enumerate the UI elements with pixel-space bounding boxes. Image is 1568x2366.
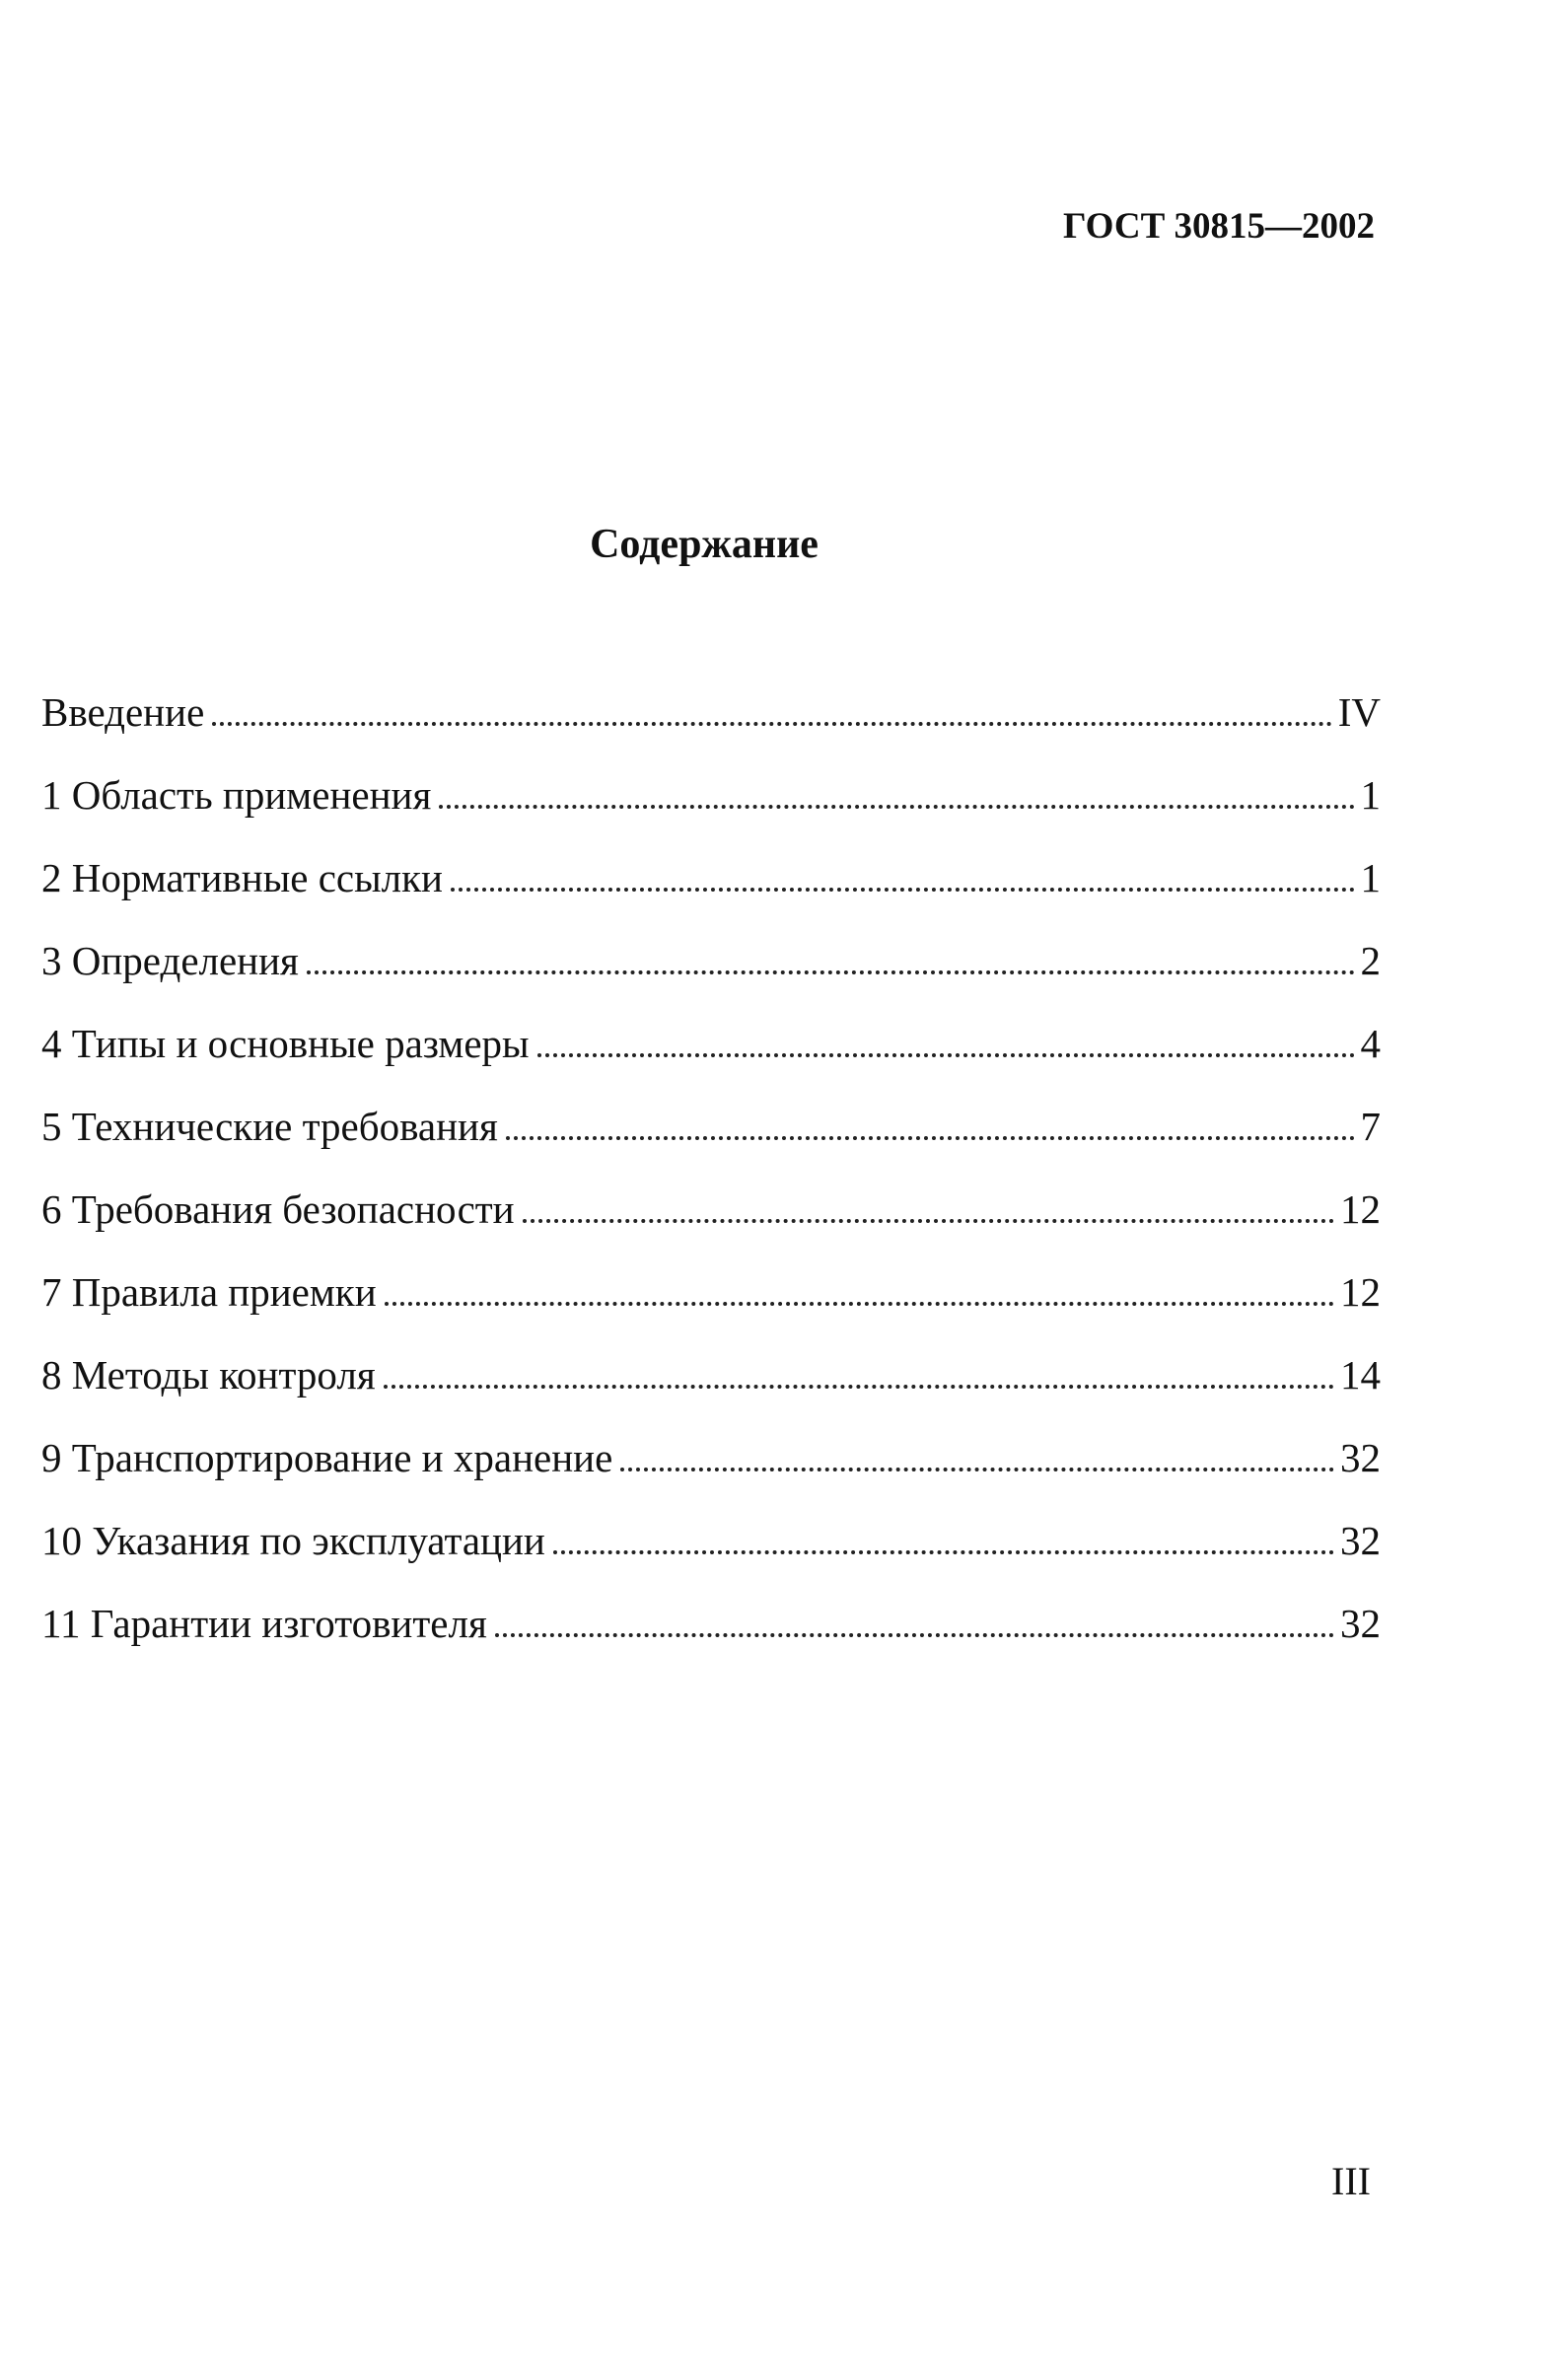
toc-entry-label: Введение	[41, 689, 205, 735]
toc-entry-test-methods[interactable]	[41, 1345, 1381, 1428]
toc-entry-label: 6 Требования безопасности	[41, 1186, 515, 1232]
toc-entry-label: 2 Нормативные ссылки	[41, 855, 443, 900]
dot-leader	[212, 722, 1331, 726]
dot-leader	[385, 1302, 1334, 1306]
toc-entry-page: 12	[1340, 1269, 1381, 1315]
toc-entry-transport-and-storage[interactable]	[41, 1428, 1381, 1511]
toc-title: Содержание	[590, 522, 819, 567]
toc-entry-label: 5 Технические требования	[41, 1104, 498, 1149]
toc-entry-technical-requirements[interactable]	[41, 1097, 1381, 1180]
toc-entry-safety-requirements[interactable]	[41, 1180, 1381, 1262]
dot-leader	[523, 1219, 1334, 1223]
toc-entry-acceptance-rules[interactable]	[41, 1262, 1381, 1345]
dot-leader	[384, 1385, 1334, 1389]
dot-leader	[537, 1053, 1355, 1057]
toc-entry-page: 14	[1340, 1352, 1381, 1398]
toc-entry-page: 12	[1340, 1186, 1381, 1232]
toc-entry-page: 1	[1360, 855, 1381, 900]
toc-entry-page: 7	[1360, 1104, 1381, 1149]
toc-entry-scope[interactable]	[41, 765, 1381, 848]
toc-entry-page: 32	[1340, 1518, 1381, 1563]
toc-entry-label: 8 Методы контроля	[41, 1352, 376, 1398]
toc-entry-label: 11 Гарантии изготовителя	[41, 1601, 487, 1646]
page-number: III	[1331, 2159, 1371, 2203]
toc-entry-page: 2	[1360, 938, 1381, 983]
toc-entry-definitions[interactable]	[41, 931, 1381, 1014]
toc-entry-label: 7 Правила приемки	[41, 1269, 377, 1315]
toc-entry-label: 3 Определения	[41, 938, 299, 983]
toc-entry-introduction[interactable]	[41, 682, 1381, 765]
dot-leader	[506, 1136, 1355, 1140]
toc-entry-page: 1	[1360, 772, 1381, 818]
toc-entry-operating-instructions[interactable]	[41, 1511, 1381, 1594]
dot-leader	[307, 970, 1355, 974]
dot-leader	[451, 888, 1355, 892]
toc-entry-page: 4	[1360, 1021, 1381, 1066]
toc-entry-label: 9 Транспортирование и хранение	[41, 1435, 613, 1480]
document-code: ГОСТ 30815—2002	[1063, 206, 1375, 247]
toc-entry-page: 32	[1340, 1601, 1381, 1646]
dot-leader	[620, 1468, 1334, 1471]
dot-leader	[553, 1550, 1334, 1554]
toc-entry-manufacturer-warranty[interactable]	[41, 1594, 1381, 1677]
toc-entry-page: 32	[1340, 1435, 1381, 1480]
toc-entry-normative-references[interactable]	[41, 848, 1381, 931]
toc-entry-label: 1 Область применения	[41, 772, 432, 818]
toc-entry-label: 4 Типы и основные размеры	[41, 1021, 530, 1066]
toc-entry-types-and-dimensions[interactable]	[41, 1014, 1381, 1097]
toc-entry-label: 10 Указания по эксплуатации	[41, 1518, 545, 1563]
table-of-contents	[41, 682, 1381, 1677]
dot-leader	[439, 805, 1354, 809]
toc-entry-page: IV	[1337, 689, 1381, 735]
dot-leader	[495, 1633, 1334, 1637]
